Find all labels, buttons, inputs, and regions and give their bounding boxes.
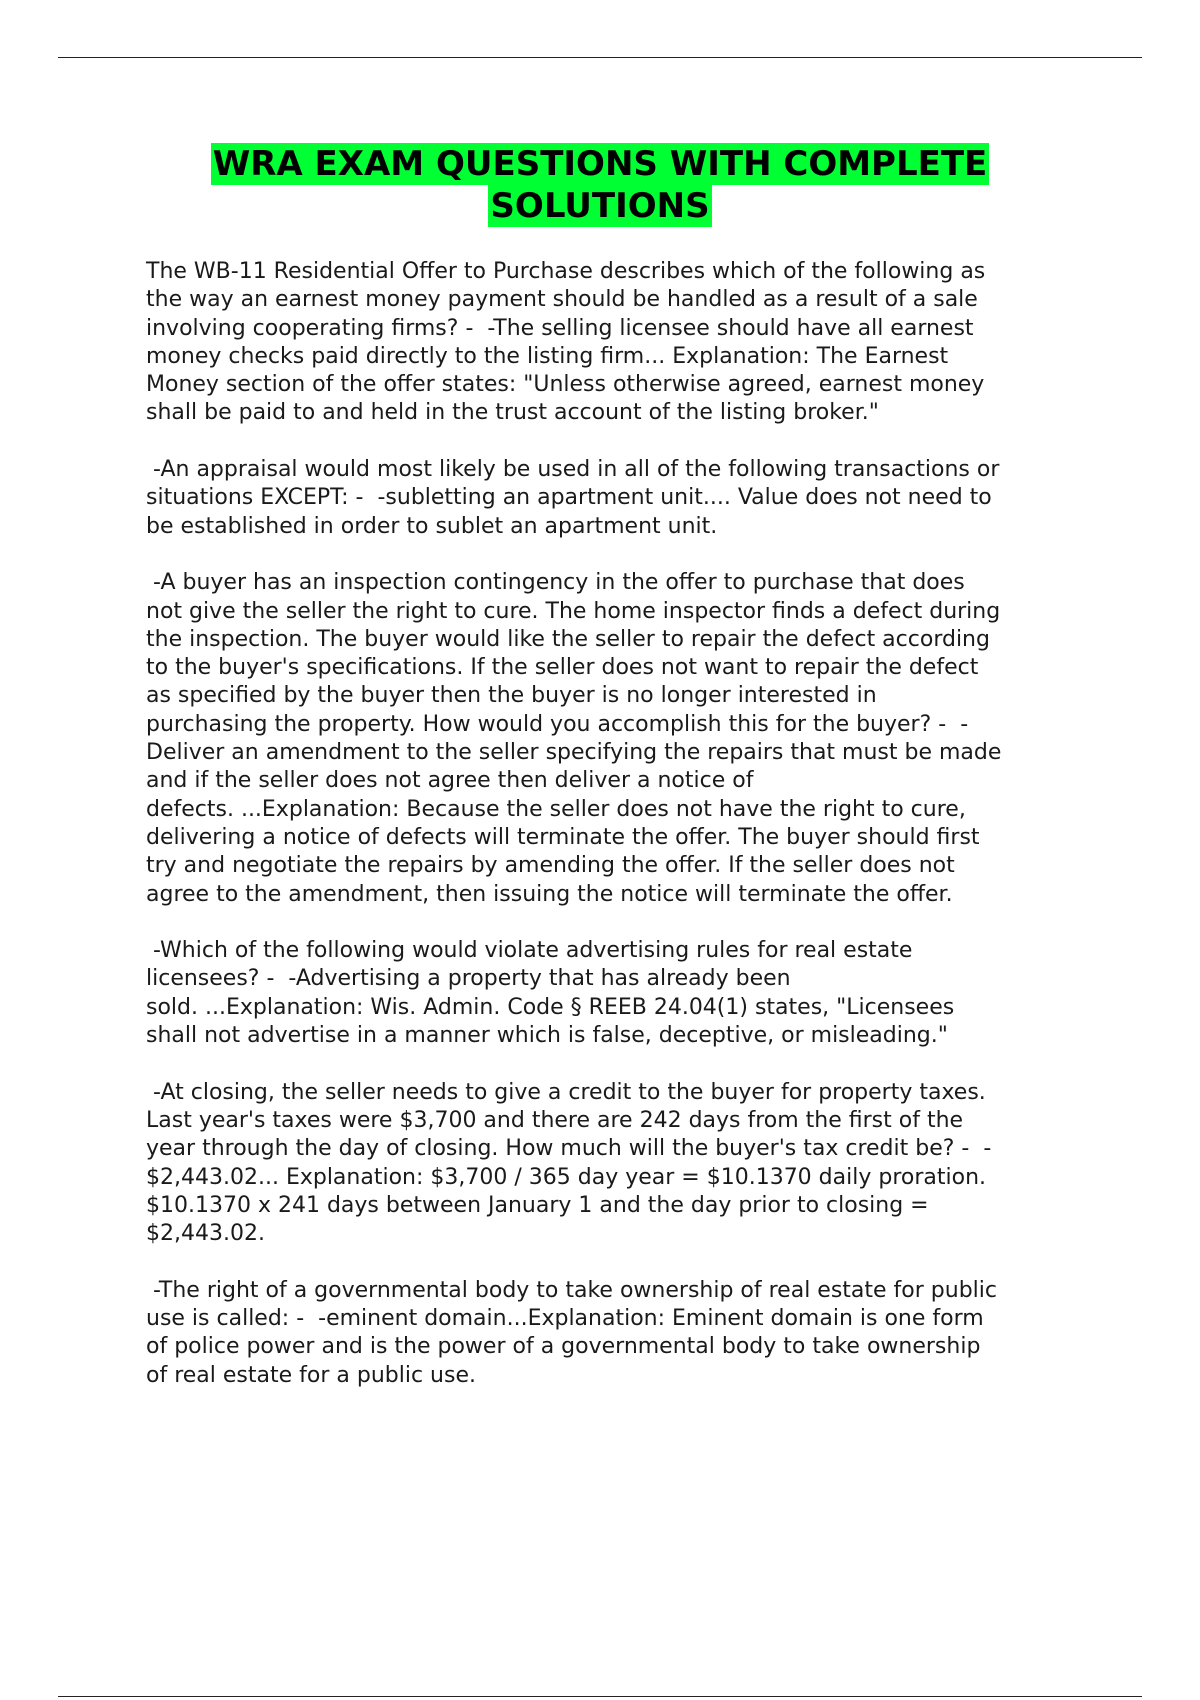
question-answer-paragraph: -A buyer has an inspection contingency in the offer to purchase that does not give the seller the right to cure. The home inspector finds a defect during the inspection. The buyer would like the seller to repair the defect according to the buyer's specifications. If the seller does not want to repair the defect as specified by the buyer then the buyer is no longer interested in purchasing the property. How would you accomplish this for the buyer? - - Deliver an amendment to the seller specifying the repairs that must be made and if the seller does not agree then deliver a notice of defects. ...Explanation: Because the seller does not have the right to cure, delivering a notice of defects will terminate the offer. The buyer should first try and negotiate the repairs by amending the offer. If the seller does not agree to the amendment, then issuing the notice will terminate the offer.	[146, 570, 1002, 907]
question-answer-paragraph: -At closing, the seller needs to give a credit to the buyer for property taxes. Last year's taxes were $3,700 and there are 242 days from the first of the year through the day of closing. How much will the buyer's tax credit be? - - $2,443.02... Explanation: $3,700 / 365 day year = $10.1370 daily proration. $10.1370 x 241 days between January 1 and the day prior to closing = $2,443.02.	[146, 1079, 992, 1247]
question-answer-paragraph: The WB-11 Residential Offer to Purchase describes which of the following as the way an earnest money payment should be handled as a result of a sale involving cooperating firms? - -The selling licensee should have all earnest money checks paid directly to the listing firm... Explanation: The Earnest Money section of the offer states: "Unless otherwise agreed, earnest money shall be paid to and held in the trust account of the listing broker."	[146, 259, 986, 426]
title-line-1: WRA EXAM QUESTIONS WITH COMPLETE	[212, 144, 988, 184]
top-rule	[58, 57, 1142, 58]
bottom-rule	[58, 1696, 1142, 1697]
question-answer-paragraph: -The right of a governmental body to take ownership of real estate for public use is called: - -eminent domain...Explanation: Eminent domain is one form of police power and is the power of a governmental body to take ownership of real estate for a public use.	[146, 1277, 997, 1388]
document-body	[146, 258, 1096, 1418]
title-line-2: SOLUTIONS	[490, 186, 710, 226]
question-answer-paragraph: -An appraisal would most likely be used in all of the following transactions or situations EXCEPT: - -subletting an apartment unit.... Value does not need to be established in order to sublet an apartment unit.	[146, 457, 1000, 539]
document-title	[0, 143, 1200, 227]
question-answer-paragraph: -Which of the following would violate advertising rules for real estate licensees? - -Advertising a property that has already been sold. ...Explanation: Wis. Admin. Code § REEB 24.04(1) states, "Licensees shall not advertise in a manner which is false, deceptive, or misleading."	[146, 938, 955, 1049]
